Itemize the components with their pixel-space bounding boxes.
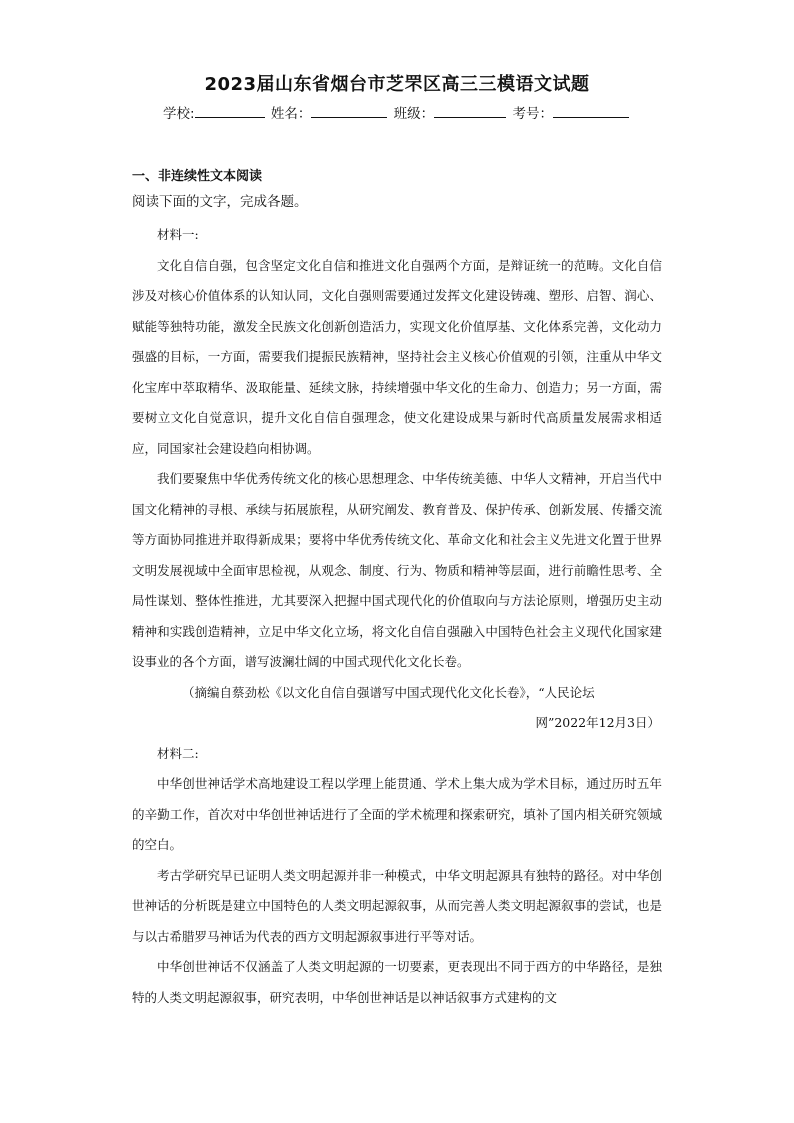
class-label: 班级：: [393, 106, 435, 122]
material-two-paragraph: 中华创世神话学术高地建设工程以学理上能贯通、学术上集大成为学术目标，通过历时五年的辛勤工作，首次对中华创世神话进行了全面的学术梳理和探索研究，填补了国内相关研究领域的空白。: [132, 776, 662, 852]
school-label: 学校:: [163, 106, 195, 122]
class-blank[interactable]: [434, 103, 506, 118]
material-body: [132, 220, 662, 1013]
material-one-source-date: 网”2022年12月3日）: [535, 715, 660, 730]
material-one-label: 材料一:: [157, 227, 199, 242]
material-two-label: 材料二:: [157, 745, 199, 761]
material-one-source: （摘编自蔡劲松《以文化自信自强谱写中国式现代化文化长卷》，“人民论坛: [182, 684, 595, 700]
section-heading: 一、非连续性文本阅读: [132, 169, 263, 184]
name-blank[interactable]: [311, 103, 387, 118]
school-blank[interactable]: [195, 103, 265, 118]
material-one-paragraph: 文化自信自强，包含坚定文化自信和推进文化自强两个方面，是辩证统一的范畴。文化自信涉及对核心价值体系的认知认同，文化自强则需要通过发挥文化建设铸魂、塑形、启智、润心、赋能等独特功能，激发全民族文化创新创造活力，实现文化价值厚基、文化体系完善，文化动力强盛的目标，一方面，需要我们提振民族精神，坚持社会主义核心价值观的引领，注重从中华文化宝库中萃取精华、汲取能量、延续文脉，持续增强中华文化的生命力、创造力；另一方面，需要树立文化自觉意识，提升文化自信自强理念，使文化建设成果与新时代高质量发展需求相适应，同国家社会建设趋向相协调。: [132, 257, 662, 456]
name-label: 姓名：: [270, 106, 312, 122]
section-instruction: 阅读下面的文字，完成各题。: [132, 194, 308, 210]
student-info-row: [0, 102, 794, 122]
page-title: 2023届山东省烟台市芝罘区高三三模语文试题: [204, 74, 590, 95]
exam-no-blank[interactable]: [553, 103, 629, 118]
material-two-paragraph: 考古学研究早已证明人类文明起源并非一种模式，中华文明起源具有独特的路径。对中华创世神话的分析既是建立中国特色的人类文明起源叙事，从而完善人类文明起源叙事的尝试，也是与以古希腊罗马神话为代表的西方文明起源叙事进行平等对话。: [132, 867, 662, 944]
material-two-paragraph: 中华创世神话不仅涵盖了人类文明起源的一切要素，更表现出不同于西方的中华路径，是独特的人类文明起源叙事，研究表明，中华创世神话是以神话叙事方式建构的文: [132, 959, 662, 1005]
material-one-paragraph: 我们要聚焦中华优秀传统文化的核心思想理念、中华传统美德、中华人文精神，开启当代中国文化精神的寻根、承续与拓展旅程，从研究阐发、教育普及、保护传承、创新发展、传播交流等方面协同推进并取得新成果；要将中华优秀传统文化、革命文化和社会主义先进文化置于世界文明发展视域中全面审思检视，从观念、制度、行为、物质和精神等层面，进行前瞻性思考、全局性谋划、整体性推进，尤其要深入把握中国式现代化的价值取向与方法论原则，增强历史主动精神和实践创造精神，立足中华文化立场，将文化自信自强融入中国特色社会主义现代化国家建设事业的各个方面，谱写波澜壮阔的中国式现代化文化长卷。: [132, 471, 662, 669]
exam-no-label: 考号：: [512, 106, 553, 122]
